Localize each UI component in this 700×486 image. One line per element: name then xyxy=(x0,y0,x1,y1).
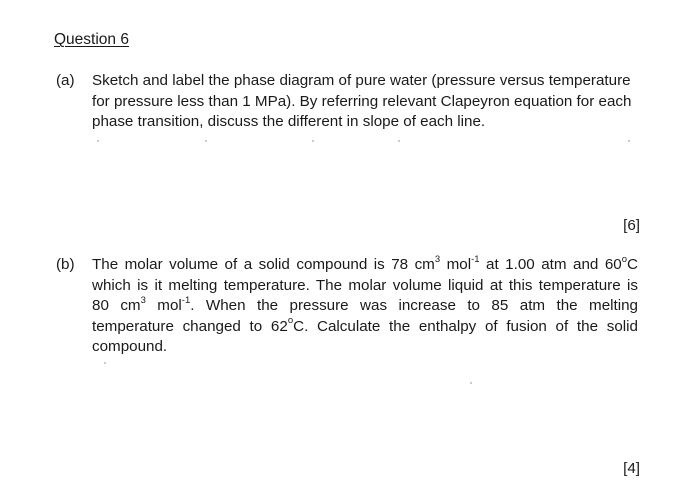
scan-speck xyxy=(470,382,472,384)
part-b-text xyxy=(92,255,638,358)
part-b-line: which is it melting temperature. The molar volume liquid at this temperature is xyxy=(92,276,638,294)
scan-speck xyxy=(97,140,99,142)
question-heading: Question 6 xyxy=(54,31,129,48)
superscript: -1 xyxy=(471,253,480,265)
superscript: -1 xyxy=(181,294,191,306)
text-run: mol xyxy=(440,256,472,273)
part-b-label: (b) xyxy=(56,256,75,273)
part-b-line: compound. xyxy=(92,338,168,355)
scan-speck xyxy=(104,362,106,364)
superscript: o xyxy=(621,253,628,265)
scan-speck xyxy=(628,140,630,142)
part-a-line: phase transition, discuss the different in slope of each line. xyxy=(92,113,486,130)
text-run: C xyxy=(627,256,638,273)
scan-speck xyxy=(205,140,207,142)
part-a-marks: [6] xyxy=(623,217,640,234)
text-run: The molar volume of a solid compound is 78 cm xyxy=(92,256,435,273)
text-run: temperature changed to 62 xyxy=(92,317,288,335)
scan-speck xyxy=(312,140,314,142)
part-b-marks: [4] xyxy=(623,460,640,477)
superscript: 3 xyxy=(434,253,441,265)
part-a-line: for pressure less than 1 MPa). By referring relevant Clapeyron equation for each xyxy=(92,92,632,110)
scan-speck xyxy=(398,140,400,142)
text-run: mol xyxy=(145,297,182,314)
text-run: at 1.00 atm and 60 xyxy=(479,256,622,273)
part-b-line xyxy=(92,296,638,317)
superscript: 3 xyxy=(140,294,146,306)
text-run: C. Calculate the enthalpy of fusion of the solid xyxy=(293,317,638,335)
part-b-line xyxy=(92,255,638,276)
part-a-text xyxy=(92,71,638,133)
superscript: o xyxy=(287,315,294,327)
part-b-line xyxy=(92,317,638,338)
part-a-line: Sketch and label the phase diagram of pure water (pressure versus temperature xyxy=(92,72,631,89)
text-run: . When the pressure was increase to 85 atm the melting xyxy=(190,297,638,314)
part-a-label: (a) xyxy=(56,72,75,89)
text-run: 80 cm xyxy=(92,297,141,314)
